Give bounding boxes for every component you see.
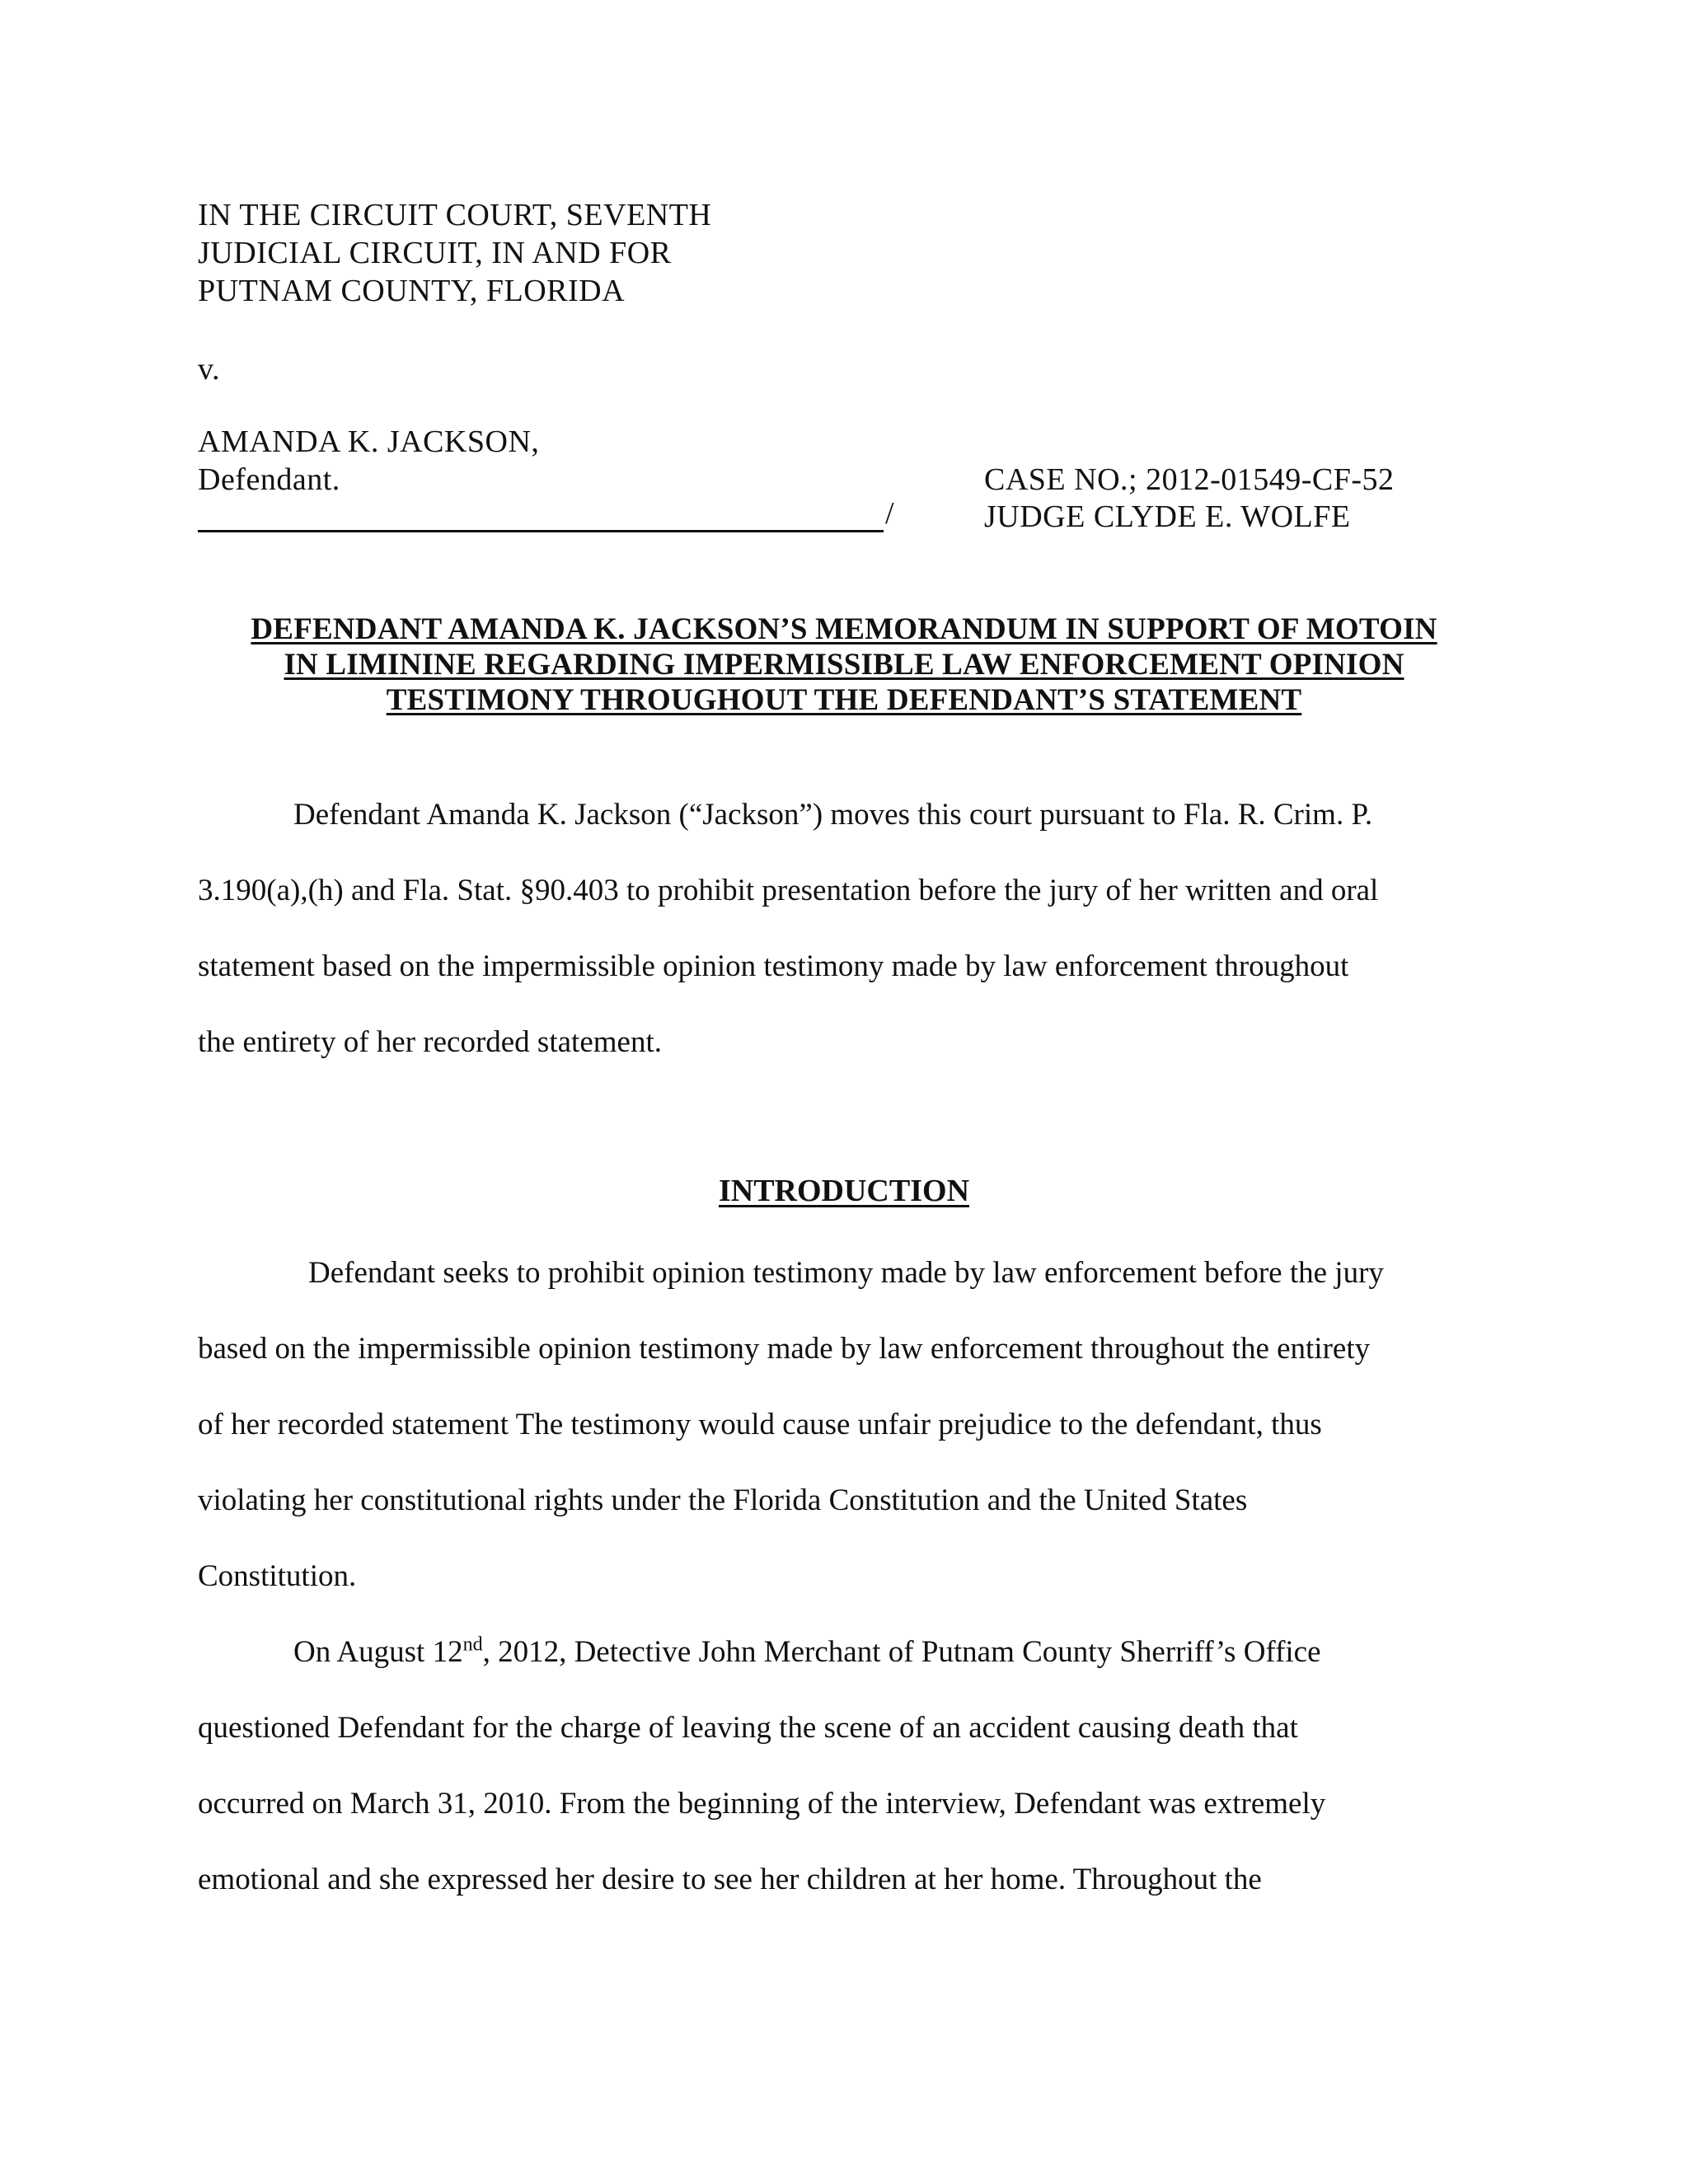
defendant-name: AMANDA K. JACKSON, bbox=[198, 424, 540, 459]
versus-label: v. bbox=[198, 352, 221, 387]
caption-rule-line bbox=[198, 530, 884, 532]
motion-line: the entirety of her recorded statement. bbox=[198, 1025, 662, 1059]
caption-slash: / bbox=[885, 496, 894, 531]
judge-name: JUDGE CLYDE E. WOLFE bbox=[984, 499, 1351, 534]
defendant-role: Defendant. bbox=[198, 462, 340, 497]
court-name-line-3: PUTNAM COUNTY, FLORIDA bbox=[198, 274, 626, 308]
intro-line: based on the impermissible opinion testimony made by law enforcement throughout the entirety bbox=[198, 1332, 1371, 1366]
motion-line: 3.190(a),(h) and Fla. Stat. §90.403 to prohibit presentation before the jury of her written and oral bbox=[198, 874, 1379, 907]
intro-line: Defendant seeks to prohibit opinion testimony made by law enforcement before the jury bbox=[308, 1256, 1384, 1290]
title-line-3: TESTIMONY THROUGHOUT THE DEFENDANT’S STATEMENT bbox=[386, 683, 1302, 717]
motion-line: statement based on the impermissible opinion testimony made by law enforcement throughout bbox=[198, 949, 1349, 983]
intro-line: emotional and she expressed her desire to see her children at her home. Throughout the bbox=[198, 1863, 1262, 1896]
title-line-1: DEFENDANT AMANDA K. JACKSON’S MEMORANDUM IN SUPPORT OF MOTOIN bbox=[251, 612, 1437, 646]
case-number: CASE NO.; 2012-01549-CF-52 bbox=[984, 462, 1395, 497]
intro-line: On August 12nd, 2012, Detective John Merchant of Putnam County Sherriff’s Office bbox=[293, 1633, 1321, 1669]
intro-line: violating her constitutional rights under the Florida Constitution and the United States bbox=[198, 1483, 1248, 1517]
introduction-paragraph-1 bbox=[198, 1235, 1484, 1615]
document-title bbox=[165, 612, 1523, 718]
court-name-line-1: IN THE CIRCUIT COURT, SEVENTH bbox=[198, 198, 712, 232]
title-line-2: IN LIMININE REGARDING IMPERMISSIBLE LAW ENFORCEMENT OPINION bbox=[284, 648, 1404, 682]
intro-line: Constitution. bbox=[198, 1559, 357, 1593]
intro-line: of her recorded statement The testimony would cause unfair prejudice to the defendant, thus bbox=[198, 1408, 1322, 1441]
motion-paragraph bbox=[198, 777, 1484, 1080]
court-name-line-2: JUDICIAL CIRCUIT, IN AND FOR bbox=[198, 236, 672, 270]
intro-line: occurred on March 31, 2010. From the beginning of the interview, Defendant was extremely bbox=[198, 1787, 1326, 1821]
introduction-heading: INTRODUCTION bbox=[718, 1174, 970, 1208]
intro-line: questioned Defendant for the charge of leaving the scene of an accident causing death that bbox=[198, 1711, 1298, 1745]
motion-line: Defendant Amanda K. Jackson (“Jackson”) moves this court pursuant to Fla. R. Crim. P. bbox=[293, 798, 1373, 832]
introduction-paragraph-2 bbox=[198, 1615, 1484, 1918]
